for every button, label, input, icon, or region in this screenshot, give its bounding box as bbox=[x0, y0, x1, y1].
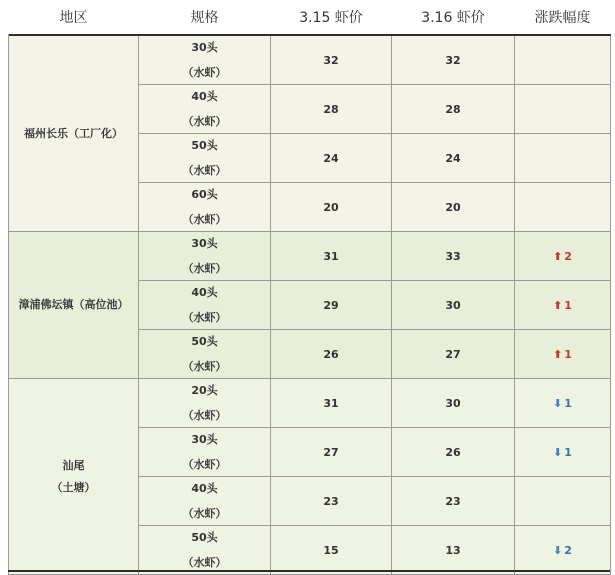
spec-count: 30头 bbox=[191, 41, 218, 54]
arrow-down-icon: ⬇ bbox=[553, 445, 563, 459]
spec-cell bbox=[139, 35, 271, 85]
spec-type: （水虾） bbox=[182, 507, 227, 520]
price-316-cell: 30 bbox=[392, 379, 515, 428]
spec-cell bbox=[139, 281, 271, 330]
change-indicator bbox=[553, 348, 572, 361]
region-cell bbox=[9, 35, 139, 232]
spec-type: （水虾） bbox=[182, 115, 227, 128]
spec-cell bbox=[139, 232, 271, 281]
change-indicator bbox=[553, 446, 572, 459]
header-spec: 规格 bbox=[139, 0, 271, 35]
spec-cell bbox=[139, 134, 271, 183]
change-cell bbox=[515, 526, 611, 575]
change-cell bbox=[515, 35, 611, 85]
shrimp-price-table bbox=[8, 0, 611, 575]
price-315-cell: 31 bbox=[271, 379, 392, 428]
change-indicator bbox=[553, 299, 572, 312]
spec-count: 30头 bbox=[191, 433, 218, 446]
spec-count: 40头 bbox=[191, 90, 218, 103]
price-316-cell: 28 bbox=[392, 85, 515, 134]
price-315-cell: 20 bbox=[271, 183, 392, 232]
change-indicator bbox=[553, 397, 572, 410]
spec-cell bbox=[139, 379, 271, 428]
change-cell bbox=[515, 379, 611, 428]
change-cell bbox=[515, 232, 611, 281]
price-316-cell: 32 bbox=[392, 35, 515, 85]
table-row bbox=[9, 379, 611, 428]
region-label: （土塘） bbox=[51, 480, 96, 494]
header-price-316: 3.16 虾价 bbox=[392, 0, 515, 35]
price-315-cell: 28 bbox=[271, 85, 392, 134]
price-315-cell: 23 bbox=[271, 477, 392, 526]
price-316-cell: 33 bbox=[392, 232, 515, 281]
spec-cell bbox=[139, 526, 271, 575]
spec-type: （水虾） bbox=[182, 556, 227, 569]
price-315-cell: 31 bbox=[271, 232, 392, 281]
change-cell bbox=[515, 428, 611, 477]
spec-type: （水虾） bbox=[182, 262, 227, 275]
spec-count: 50头 bbox=[191, 335, 218, 348]
price-315-cell: 24 bbox=[271, 134, 392, 183]
price-316-cell: 13 bbox=[392, 526, 515, 575]
spec-cell bbox=[139, 330, 271, 379]
spec-count: 20头 bbox=[191, 384, 218, 397]
price-316-cell: 27 bbox=[392, 330, 515, 379]
change-cell bbox=[515, 85, 611, 134]
spec-count: 40头 bbox=[191, 482, 218, 495]
change-cell bbox=[515, 281, 611, 330]
change-cell bbox=[515, 134, 611, 183]
spec-count: 30头 bbox=[191, 237, 218, 250]
price-315-cell: 27 bbox=[271, 428, 392, 477]
spec-cell bbox=[139, 183, 271, 232]
price-315-cell: 15 bbox=[271, 526, 392, 575]
change-value: 2 bbox=[564, 249, 572, 263]
price-315-cell: 32 bbox=[271, 35, 392, 85]
table-bottom-rule bbox=[8, 570, 610, 572]
header-price-315: 3.15 虾价 bbox=[271, 0, 392, 35]
table-body bbox=[9, 35, 611, 575]
region-cell bbox=[9, 379, 139, 575]
spec-count: 50头 bbox=[191, 139, 218, 152]
table-row bbox=[9, 232, 611, 281]
arrow-up-icon: ⬆ bbox=[553, 347, 563, 361]
spec-type: （水虾） bbox=[182, 409, 227, 422]
price-316-cell: 23 bbox=[392, 477, 515, 526]
region-cell bbox=[9, 232, 139, 379]
change-indicator bbox=[553, 544, 572, 557]
price-316-cell: 26 bbox=[392, 428, 515, 477]
change-value: 1 bbox=[564, 396, 572, 410]
arrow-up-icon: ⬆ bbox=[553, 249, 563, 263]
arrow-down-icon: ⬇ bbox=[553, 543, 563, 557]
change-value: 1 bbox=[564, 347, 572, 361]
spec-type: （水虾） bbox=[182, 213, 227, 226]
arrow-down-icon: ⬇ bbox=[553, 396, 563, 410]
table-header-row bbox=[9, 0, 611, 35]
header-region: 地区 bbox=[9, 0, 139, 35]
spec-cell bbox=[139, 85, 271, 134]
change-cell bbox=[515, 477, 611, 526]
region-label: 汕尾 bbox=[62, 458, 85, 472]
table-left-border bbox=[8, 34, 9, 570]
spec-count: 40头 bbox=[191, 286, 218, 299]
region-label: 福州长乐（工厂化） bbox=[24, 126, 123, 140]
change-value: 1 bbox=[564, 298, 572, 312]
header-change: 涨跌幅度 bbox=[515, 0, 611, 35]
spec-cell bbox=[139, 428, 271, 477]
price-316-cell: 24 bbox=[392, 134, 515, 183]
change-cell bbox=[515, 183, 611, 232]
spec-type: （水虾） bbox=[182, 458, 227, 471]
spec-type: （水虾） bbox=[182, 311, 227, 324]
arrow-up-icon: ⬆ bbox=[553, 298, 563, 312]
region-label: 漳浦佛坛镇（高位池） bbox=[18, 298, 129, 311]
spec-type: （水虾） bbox=[182, 66, 227, 79]
spec-count: 50头 bbox=[191, 531, 218, 544]
change-cell bbox=[515, 330, 611, 379]
change-indicator bbox=[553, 250, 572, 263]
price-316-cell: 20 bbox=[392, 183, 515, 232]
spec-count: 60头 bbox=[191, 188, 218, 201]
change-value: 1 bbox=[564, 445, 572, 459]
price-315-cell: 26 bbox=[271, 330, 392, 379]
spec-cell bbox=[139, 477, 271, 526]
price-315-cell: 29 bbox=[271, 281, 392, 330]
change-value: 2 bbox=[564, 543, 572, 557]
spec-type: （水虾） bbox=[182, 164, 227, 177]
price-316-cell: 30 bbox=[392, 281, 515, 330]
spec-type: （水虾） bbox=[182, 360, 227, 373]
table-row bbox=[9, 35, 611, 85]
